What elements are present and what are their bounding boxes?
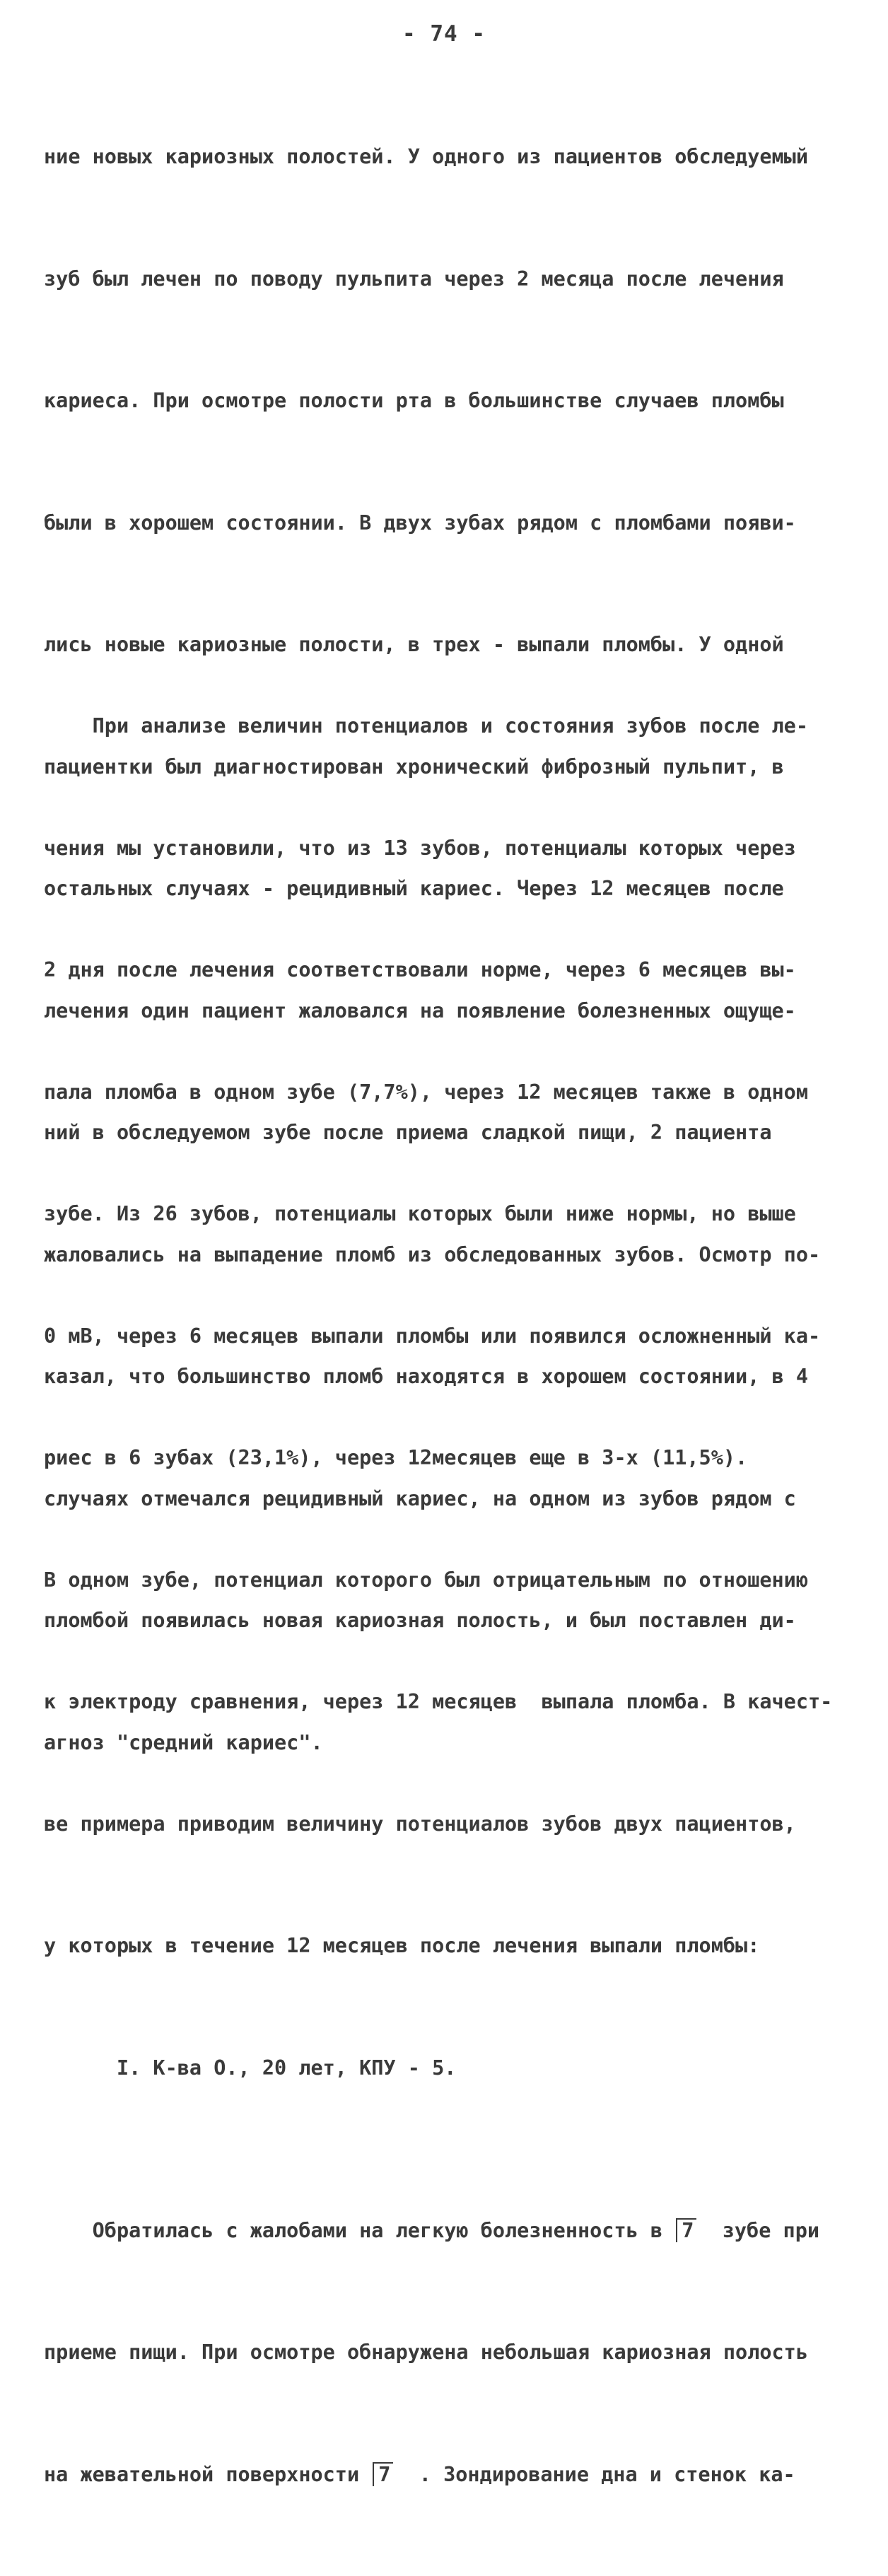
text-line: ний в обследуемом зубе после приема сладкой пищи, 2 пациента [44, 1121, 772, 1144]
text-line: казал, что большинство пломб находятся в хорошем состоянии, в 4 [44, 1365, 808, 1388]
text-line: пломбой появилась новая кариозная полость, и был поставлен ди- [44, 1609, 796, 1632]
tooth-notation: 7 [676, 2218, 696, 2242]
text-line: у которых в течение 12 месяцев после лечения выпали пломбы: [44, 1934, 760, 1957]
text-line: ве примера приводим величину потенциалов зубов двух пациентов, [44, 1812, 796, 1836]
text-line: остальных случаях - рецидивный кариес. Через 12 месяцев после [44, 877, 784, 900]
text-line: жаловались на выпадение пломб из обследованных зубов. Осмотр по- [44, 1242, 821, 1266]
text-line: риес в 6 зубах (23,1%), через 12месяцев еще в 3-х (11,5%). [44, 1446, 748, 1469]
text-line: случаях отмечался рецидивный кариес, на одном из зубов рядом с [44, 1486, 796, 1510]
text-line: При анализе величин потенциалов и состояния зубов после ле- [44, 714, 808, 738]
text-line: 2 дня после лечения соответствовали норме, через 6 месяцев вы- [44, 958, 796, 981]
text-line [44, 2454, 857, 2495]
text-fragment: на жевательной поверхности [44, 2462, 372, 2486]
paragraph-analysis [44, 624, 857, 2576]
case-heading: I. К-ва О., 20 лет, КПУ - 5. [44, 2056, 457, 2080]
text-line: чения мы установили, что из 13 зубов, потенциалы которых через [44, 836, 796, 860]
page-number: - 74 - [402, 21, 486, 47]
text-fragment: зубе при [698, 2218, 820, 2242]
text-line: пала пломба в одном зубе (7,7%), через 12 месяцев также в одном [44, 1080, 808, 1104]
text-line: зубе. Из 26 зубов, потенциалы которых были ниже нормы, но выше [44, 1202, 796, 1225]
text-fragment: Обратилась с жалобами на легкую болезненность в [44, 2218, 675, 2242]
text-line: ние новых кариозных полостей. У одного из пациентов обследуемый [44, 145, 808, 168]
text-line: кариеса. При осмотре полости рта в большинстве случаев пломбы [44, 389, 784, 412]
tooth-notation: 7 [373, 2462, 393, 2486]
text-fragment: . Зондирование дна и стенок ка- [395, 2462, 795, 2486]
text-line: приеме пищи. При осмотре обнаружена небольшая кариозная полость [44, 2341, 808, 2364]
text-line: лись новые кариозные полости, в трех - выпали пломбы. У одной [44, 633, 784, 656]
text-line: были в хорошем состоянии. В двух зубах рядом с пломбами появи- [44, 511, 796, 535]
text-line: пациентки был диагностирован хронический фиброзный пульпит, в [44, 754, 784, 779]
text-line: зуб был лечен по поводу пульпита через 2 месяца после лечения [44, 267, 784, 291]
text-line: к электроду сравнения, через 12 месяцев выпала пломба. В качест- [44, 1690, 833, 1713]
text-line: 0 мВ, через 6 месяцев выпали пломбы или появился осложненный ка- [44, 1324, 821, 1348]
text-line: лечения один пациент жаловался на появление болезненных ощуще- [44, 998, 796, 1022]
text-line: агноз "средний кариес". [44, 1730, 323, 1754]
text-line [44, 2210, 857, 2251]
text-line: В одном зубе, потенциал которого был отрицательным по отношению [44, 1568, 808, 1592]
